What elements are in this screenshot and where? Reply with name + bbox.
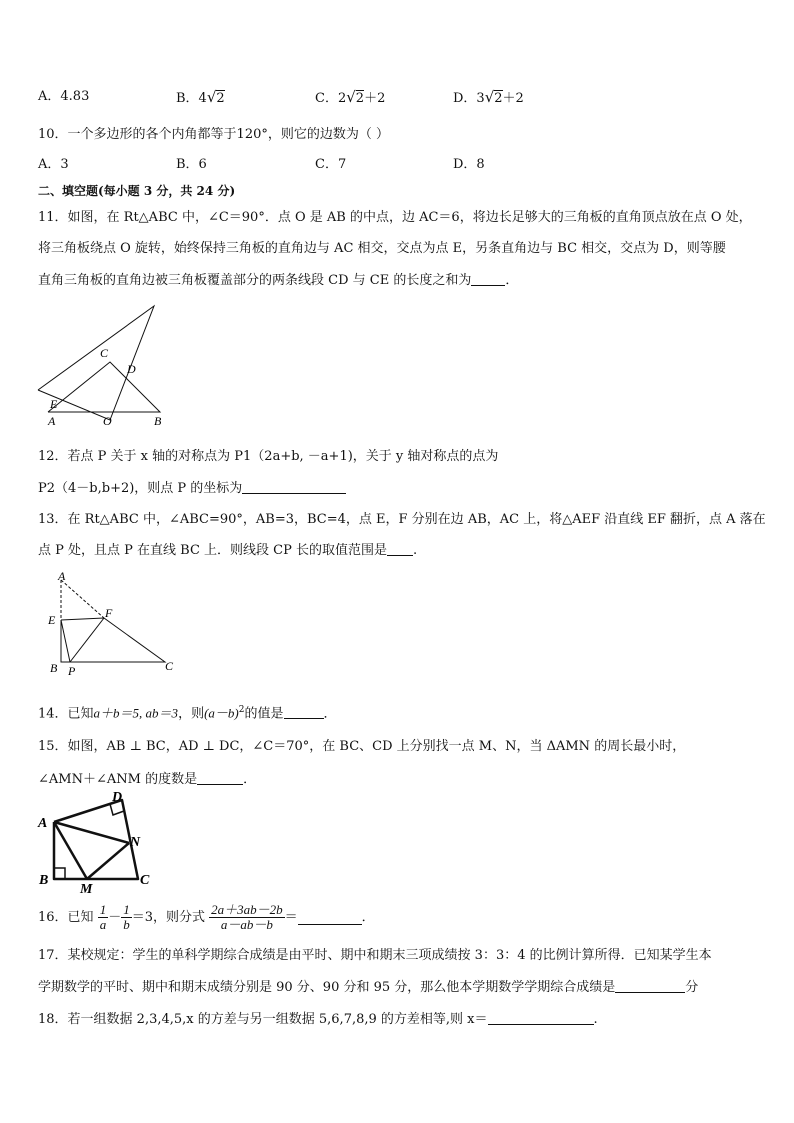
q9-option-d bbox=[453, 88, 524, 108]
label-e: E bbox=[48, 613, 56, 627]
q13-line2 bbox=[38, 541, 417, 560]
q13-line2-end: . bbox=[413, 543, 418, 558]
q11-line3-end: ． bbox=[505, 273, 519, 288]
numerator: 1 bbox=[99, 902, 107, 917]
q14-suffix: 的值是 bbox=[244, 706, 284, 722]
denominator: a bbox=[99, 917, 107, 932]
q9-d-suffix: ＋2 bbox=[502, 91, 524, 106]
q14-answer-blank[interactable] bbox=[284, 704, 324, 719]
q14-prefix: 14．已知 bbox=[38, 706, 94, 722]
quadrilateral-abcd bbox=[54, 800, 138, 879]
q13-line1: 13．在 Rt△ABC 中，∠ABC=90°，AB=3，BC=4，点 E，F 分别在边 AB，AC 上，将△AEF 沿直线 EF 翻折，点 A 落在 bbox=[38, 512, 766, 527]
q10-option-c: C．7 bbox=[315, 157, 347, 172]
q12-line2-text: P2（4－b,b+2)，则点 P 的坐标为 bbox=[38, 481, 243, 496]
q16-line bbox=[38, 900, 375, 936]
q13-answer-blank[interactable] bbox=[387, 541, 413, 556]
q11-line2: 将三角板绕点 O 旋转，始终保持三角板的直角边与 AC 相交，交点为点 E，另条直角边与 BC 相交，交点为 D，则等腰 bbox=[38, 241, 726, 256]
q12-answer-blank[interactable] bbox=[242, 479, 346, 494]
numerator: 1 bbox=[123, 902, 130, 917]
q17-line2 bbox=[38, 978, 698, 997]
q14-line bbox=[38, 701, 337, 723]
sqrt-sign: √ bbox=[484, 88, 495, 106]
label-f: F bbox=[105, 606, 113, 620]
label-m: M bbox=[80, 882, 93, 897]
q18-answer-blank[interactable] bbox=[488, 1010, 594, 1025]
q17-line2-end: 分 bbox=[685, 980, 699, 995]
q15-line1: 15．如图，AB ⊥ BC，AD ⊥ DC，∠C＝70°，在 BC、CD 上分别找一点 M、N，当 ΔAMN 的周长最小时， bbox=[38, 739, 686, 754]
label-o: O bbox=[103, 414, 112, 428]
denominator: a－ab－b bbox=[220, 917, 273, 932]
q15-line2 bbox=[38, 770, 256, 789]
q16-minus: － bbox=[108, 910, 122, 925]
q13-figure bbox=[40, 572, 190, 684]
q15-line2-end: ． bbox=[243, 772, 257, 787]
denominator: b bbox=[123, 917, 130, 932]
q17-line2-text: 学期数学的平时、期中和期末成绩分别是 90 分、90 分和 95 分，那么他本学期数学学期综合成绩是 bbox=[38, 980, 616, 995]
q11-line1: 11．如图，在 Rt△ABC 中，∠C＝90°．点 O 是 AB 的中点，边 AC＝6，将边长足够大的三角板的直角顶点放在点 O 处， bbox=[38, 210, 752, 225]
q16-prefix: 16．已知 bbox=[38, 910, 94, 925]
q9-c-prefix: C．2 bbox=[315, 91, 347, 106]
sqrt-sign: √ bbox=[206, 88, 217, 106]
q18-end: . bbox=[593, 1012, 598, 1027]
q9-option-c bbox=[315, 88, 385, 108]
label-c: C bbox=[100, 346, 109, 360]
dashed-af bbox=[61, 580, 104, 618]
q14-mid: ，则 bbox=[178, 706, 205, 722]
label-a: A bbox=[48, 414, 56, 428]
q14-expression: (a－b) bbox=[204, 705, 239, 721]
q16-eq: ＝3，则分式 bbox=[131, 910, 205, 925]
label-b: B bbox=[39, 873, 49, 888]
label-c: C bbox=[140, 873, 150, 888]
q15-figure bbox=[32, 788, 162, 898]
q10-option-a: A．3 bbox=[38, 157, 69, 172]
sqrt-sign: √ bbox=[346, 88, 356, 106]
q16-answer-blank[interactable] bbox=[298, 910, 362, 925]
q18-line bbox=[38, 1010, 598, 1029]
label-d: D bbox=[112, 790, 123, 805]
q16-end: ． bbox=[361, 910, 375, 925]
q9-option-b bbox=[176, 88, 225, 108]
q11-line3-text: 直角三角板的直角边被三角板覆盖部分的两条线段 CD 与 CE 的长度之和为 bbox=[38, 273, 472, 288]
q10-stem: 10．一个多边形的各个内角都等于120°，则它的边数为（ ） bbox=[38, 127, 389, 142]
q10-option-d: D．8 bbox=[453, 157, 485, 172]
q10-option-b: B．6 bbox=[176, 157, 207, 172]
q14-exponent: 2 bbox=[238, 705, 245, 715]
segment-mn bbox=[87, 843, 129, 879]
fraction-1-over-b bbox=[121, 903, 132, 932]
q9-c-radicand: 2 bbox=[355, 91, 365, 106]
label-b: B bbox=[154, 414, 162, 428]
right-angle-b bbox=[54, 868, 65, 879]
q11-figure bbox=[30, 300, 180, 430]
q9-d-prefix: D．3 bbox=[453, 91, 485, 106]
label-e: E bbox=[50, 397, 58, 411]
q9-b-prefix: B．4 bbox=[176, 91, 207, 106]
label-c: C bbox=[165, 659, 174, 673]
label-a: A bbox=[38, 816, 48, 831]
q9-d-radicand: 2 bbox=[494, 91, 503, 106]
numerator: 2a＋3ab－2b bbox=[211, 902, 283, 917]
label-a: A bbox=[58, 572, 66, 583]
q16-eq2: ＝ bbox=[284, 910, 298, 925]
q13-line2-text: 点 P 处，且点 P 在直线 BC 上．则线段 CP 长的取值范围是 bbox=[38, 543, 387, 558]
q14-condition: a＋b＝5, ab＝3 bbox=[93, 705, 179, 721]
label-p: P bbox=[68, 664, 76, 678]
triangle-outline bbox=[61, 618, 165, 662]
q11-answer-blank[interactable] bbox=[471, 271, 505, 286]
section-heading: 二、填空题(每小题 3 分，共 24 分) bbox=[38, 184, 236, 198]
q14-end: ． bbox=[323, 706, 337, 722]
q9-b-radicand: 2 bbox=[216, 91, 225, 106]
q15-answer-blank[interactable] bbox=[197, 770, 243, 785]
q11-line3 bbox=[38, 271, 518, 290]
label-n: N bbox=[130, 835, 141, 850]
q9-option-a: A．4.83 bbox=[38, 89, 90, 104]
q17-line1: 17．某校规定：学生的单科学期综合成绩是由平时、期中和期末三项成绩按 3：3：4 的比例计算所得．已知某学生本 bbox=[38, 948, 712, 963]
segment-ep bbox=[61, 620, 70, 662]
q18-text: 18．若一组数据 2,3,4,5,x 的方差与另一组数据 5,6,7,8,9 的方差相等,则 x＝ bbox=[38, 1012, 488, 1027]
fraction-1-over-a bbox=[98, 903, 109, 932]
q9-c-suffix: ＋2 bbox=[364, 91, 386, 106]
q15-line2-text: ∠AMN＋∠ANM 的度数是 bbox=[38, 772, 198, 787]
segment-fp bbox=[70, 618, 104, 662]
label-d: D bbox=[127, 362, 136, 376]
q12-line1: 12．若点 P 关于 x 轴的对称点为 P1（2a+b, －a+1)，关于 y 轴对称点的点为 bbox=[38, 449, 499, 464]
triangle-abc bbox=[48, 362, 160, 412]
q17-answer-blank[interactable] bbox=[615, 978, 685, 993]
label-b: B bbox=[50, 661, 58, 675]
q12-line2 bbox=[38, 479, 346, 498]
fraction-expression bbox=[209, 903, 285, 932]
